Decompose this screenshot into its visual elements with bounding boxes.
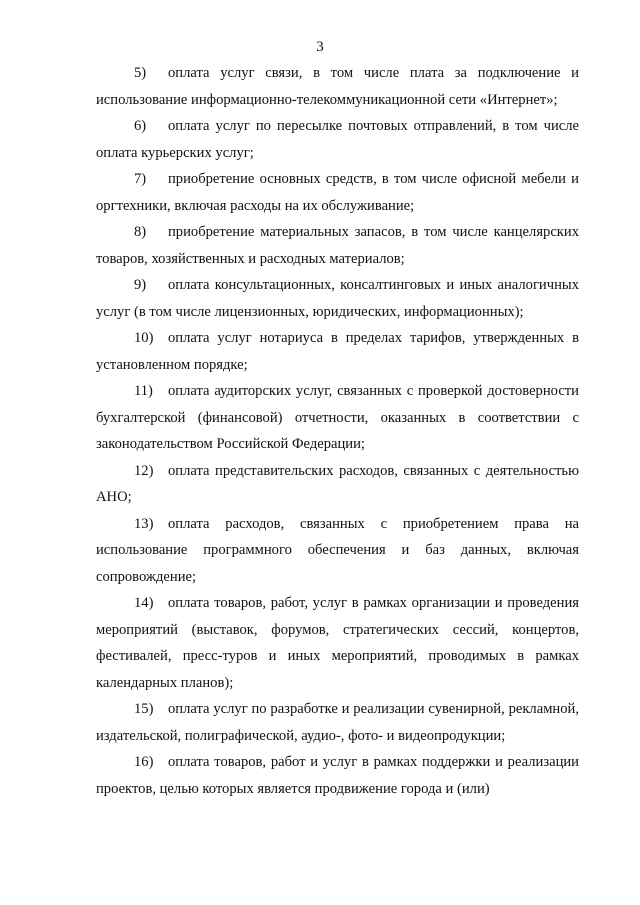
item-text: оплата представительских расходов, связанных с деятельностью АНО; <box>96 462 579 505</box>
document-body <box>96 60 579 802</box>
item-number: 6) <box>134 118 147 134</box>
item-number: 10) <box>134 330 154 346</box>
list-item <box>96 272 579 325</box>
item-text: оплата аудиторских услуг, связанных с проверкой достоверности бухгалтерской (финансовой) отчетности, оказанных в соответствии с законодательством Российской Федерации; <box>96 383 579 452</box>
list-item <box>96 590 579 696</box>
list-item <box>96 378 579 458</box>
list-item <box>96 166 579 219</box>
item-text: оплата товаров, работ и услуг в рамках поддержки и реализации проектов, целью которых является продвижение города и (или) <box>96 754 579 797</box>
item-text: оплата услуг по пересылке почтовых отправлений, в том числе оплата курьерских услуг; <box>96 118 579 161</box>
list-item <box>96 749 579 802</box>
item-text: оплата услуг связи, в том числе плата за подключение и использование информационно-телекоммуникационной сети «Интернет»; <box>96 65 579 108</box>
list-item <box>96 325 579 378</box>
list-item <box>96 696 579 749</box>
list-item <box>96 511 579 591</box>
item-text: оплата услуг по разработке и реализации сувенирной, рекламной, издательской, полиграфической, аудио-, фото- и видеопродукции; <box>96 701 579 744</box>
item-number: 13) <box>134 515 154 532</box>
item-number: 5) <box>134 65 147 81</box>
item-number: 9) <box>134 277 147 293</box>
item-text: оплата расходов, связанных с приобретением права на использование программного обеспечения и баз данных, включая сопровождение; <box>96 515 579 585</box>
item-text: оплата консультационных, консалтинговых и иных аналогичных услуг (в том числе лицензионных, юридических, информационных); <box>96 277 579 320</box>
item-number: 15) <box>134 701 154 717</box>
item-text: оплата услуг нотариуса в пределах тарифов, утвержденных в установленном порядке; <box>96 330 579 373</box>
list-item <box>96 219 579 272</box>
page-number: 3 <box>316 39 324 55</box>
item-number: 7) <box>134 171 147 187</box>
item-text: приобретение основных средств, в том числе офисной мебели и оргтехники, включая расходы на их обслуживание; <box>96 171 579 214</box>
item-number: 14) <box>134 595 154 611</box>
list-item <box>96 458 579 511</box>
item-number: 11) <box>134 383 153 399</box>
item-text: приобретение материальных запасов, в том числе канцелярских товаров, хозяйственных и расходных материалов; <box>96 224 579 267</box>
list-item <box>96 60 579 113</box>
list-item <box>96 113 579 166</box>
item-number: 12) <box>134 462 154 479</box>
item-number: 16) <box>134 754 154 770</box>
item-number: 8) <box>134 224 147 240</box>
item-text: оплата товаров, работ, услуг в рамках организации и проведения мероприятий (выставок, форумов, стратегических сессий, концертов, фестивалей, пресс-туров и иных мероприятий, проводимых в рамках календарных планов); <box>96 595 579 691</box>
